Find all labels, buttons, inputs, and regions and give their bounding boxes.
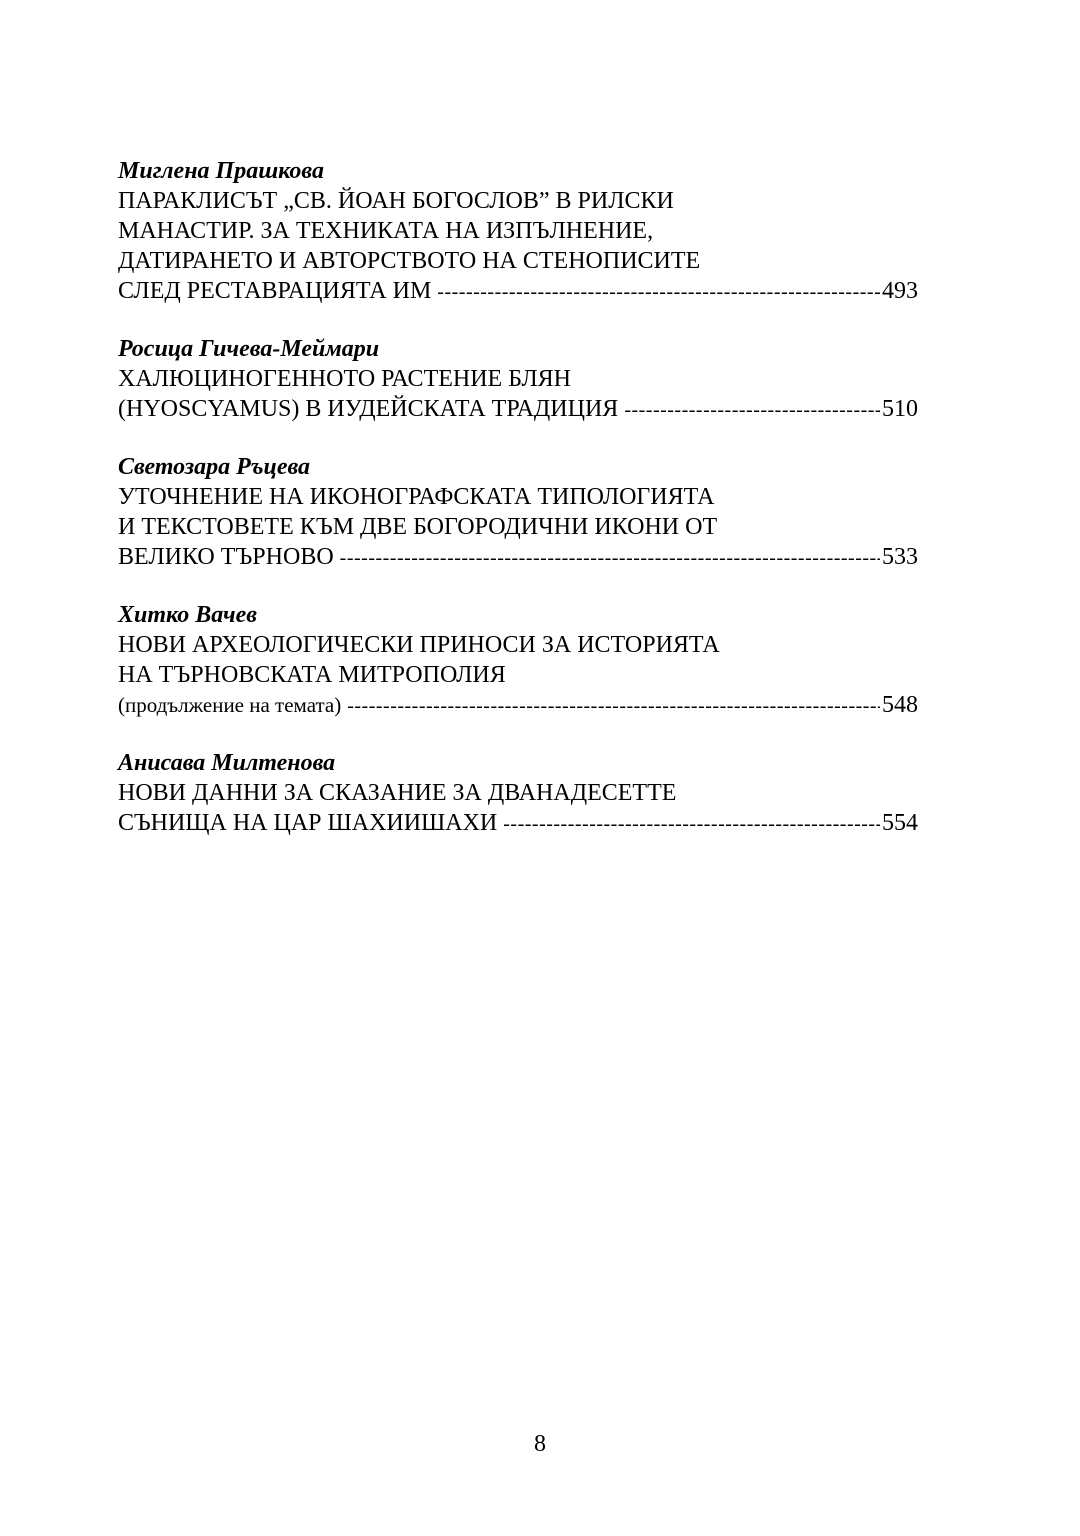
entry-title-line: УТОЧНЕНИЕ НА ИКОНОГРАФСКАТА ТИПОЛОГИЯТА (118, 484, 715, 510)
entry-title-line: СЪНИЩА НА ЦАР ШАХИИШАХИ (118, 810, 498, 836)
entry-page-number: 493 (882, 278, 918, 304)
entry-page-number: 533 (882, 544, 918, 570)
entry-last-line (118, 276, 918, 306)
entry-title-line: МАНАСТИР. ЗА ТЕХНИКАТА НА ИЗПЪЛНЕНИЕ, (118, 218, 654, 244)
entry-title-line: (HYOSCYAMUS) В ИУДЕЙСКАТА ТРАДИЦИЯ (118, 396, 619, 422)
dot-leader (347, 691, 880, 721)
toc-entry (118, 748, 918, 838)
entry-title-line: НА ТЪРНОВСКАТА МИТРОПОЛИЯ (118, 662, 506, 688)
entry-author: Росица Гичева-Меймари (118, 336, 380, 362)
entry-title-line: ВЕЛИКО ТЪРНОВО (118, 544, 334, 570)
entry-title-line: ХАЛЮЦИНОГЕННОТО РАСТЕНИЕ БЛЯН (118, 366, 572, 392)
dot-leader (340, 543, 880, 573)
entry-last-line (118, 542, 918, 572)
entry-author: Миглена Прашкова (118, 158, 324, 184)
entry-author: Анисава Милтенова (118, 750, 336, 776)
dot-leader (503, 809, 880, 839)
dot-leader (624, 395, 880, 425)
entry-title-line: НОВИ АРХЕОЛОГИЧЕСКИ ПРИНОСИ ЗА ИСТОРИЯТА (118, 632, 720, 658)
dot-leader (437, 277, 880, 307)
entry-title-line: ПАРАКЛИСЪТ „СВ. ЙОАН БОГОСЛОВ” В РИЛСКИ (118, 188, 674, 214)
entry-page-number: 554 (882, 810, 918, 836)
entry-page-number: 548 (882, 692, 918, 718)
entry-page-number: 510 (882, 396, 918, 422)
entry-title-line: СЛЕД РЕСТАВРАЦИЯТА ИМ (118, 278, 432, 304)
entry-last-line (118, 690, 918, 720)
table-of-contents (118, 156, 918, 866)
page-number: 8 (534, 1431, 546, 1457)
entry-title-line: ДАТИРАНЕТО И АВТОРСТВОТО НА СТЕНОПИСИТЕ (118, 248, 701, 274)
entry-title-line: И ТЕКСТОВЕТЕ КЪМ ДВЕ БОГОРОДИЧНИ ИКОНИ ОТ (118, 514, 718, 540)
entry-title-line: НОВИ ДАННИ ЗА СКАЗАНИЕ ЗА ДВАНАДЕСЕТТЕ (118, 780, 677, 806)
entry-author: Светозара Ръцева (118, 454, 311, 480)
entry-author: Хитко Вачев (118, 602, 257, 628)
entry-title-line: (продължение на темата) (118, 693, 342, 717)
toc-entry (118, 452, 918, 572)
entry-last-line (118, 808, 918, 838)
toc-entry (118, 600, 918, 720)
entry-last-line (118, 394, 918, 424)
toc-entry (118, 156, 918, 306)
toc-entry (118, 334, 918, 424)
